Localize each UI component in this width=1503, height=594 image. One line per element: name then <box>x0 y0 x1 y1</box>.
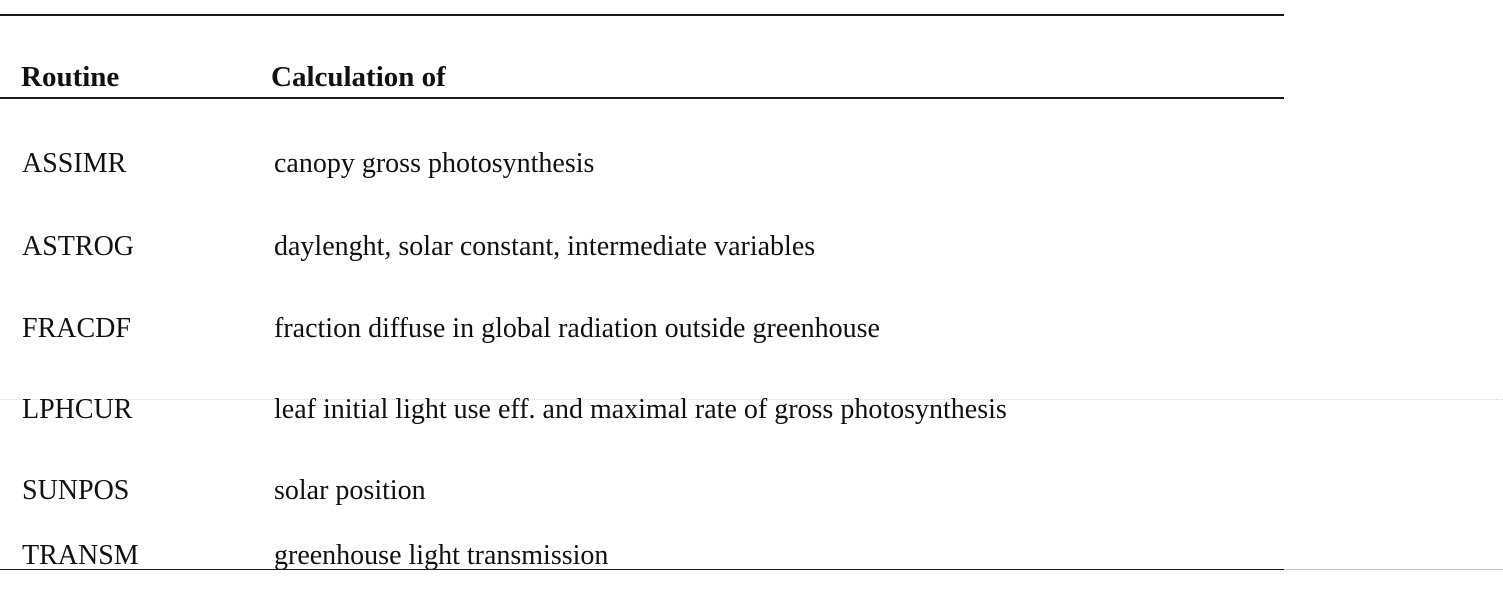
row-routine-fracdf: FRACDF <box>22 313 131 344</box>
row-routine-transm: TRANSM <box>22 540 139 571</box>
row-calculation-astrog: daylenght, solar constant, intermediate variables <box>274 231 816 262</box>
row-routine-astrog: ASTROG <box>22 231 135 262</box>
row-calculation-lphcur: leaf initial light use eff. and maximal rate of gross photosynthesis <box>274 394 1007 425</box>
header-calculation: Calculation of <box>271 61 446 93</box>
row-routine-sunpos: SUNPOS <box>22 475 130 506</box>
row-routine-assimr: ASSIMR <box>22 148 127 179</box>
header-routine: Routine <box>21 61 120 93</box>
row-calculation-transm: greenhouse light transmission <box>274 540 609 571</box>
row-calculation-fracdf: fraction diffuse in global radiation outside greenhouse <box>274 313 880 344</box>
table-bottom-rule <box>0 569 1284 570</box>
table-top-rule <box>0 14 1284 16</box>
row-calculation-assimr: canopy gross photosynthesis <box>274 148 595 179</box>
row-calculation-sunpos: solar position <box>274 475 426 506</box>
table-bottom-rule-extension <box>1284 569 1503 570</box>
table-header-rule <box>0 97 1284 99</box>
row-routine-lphcur: LPHCUR <box>22 394 133 425</box>
